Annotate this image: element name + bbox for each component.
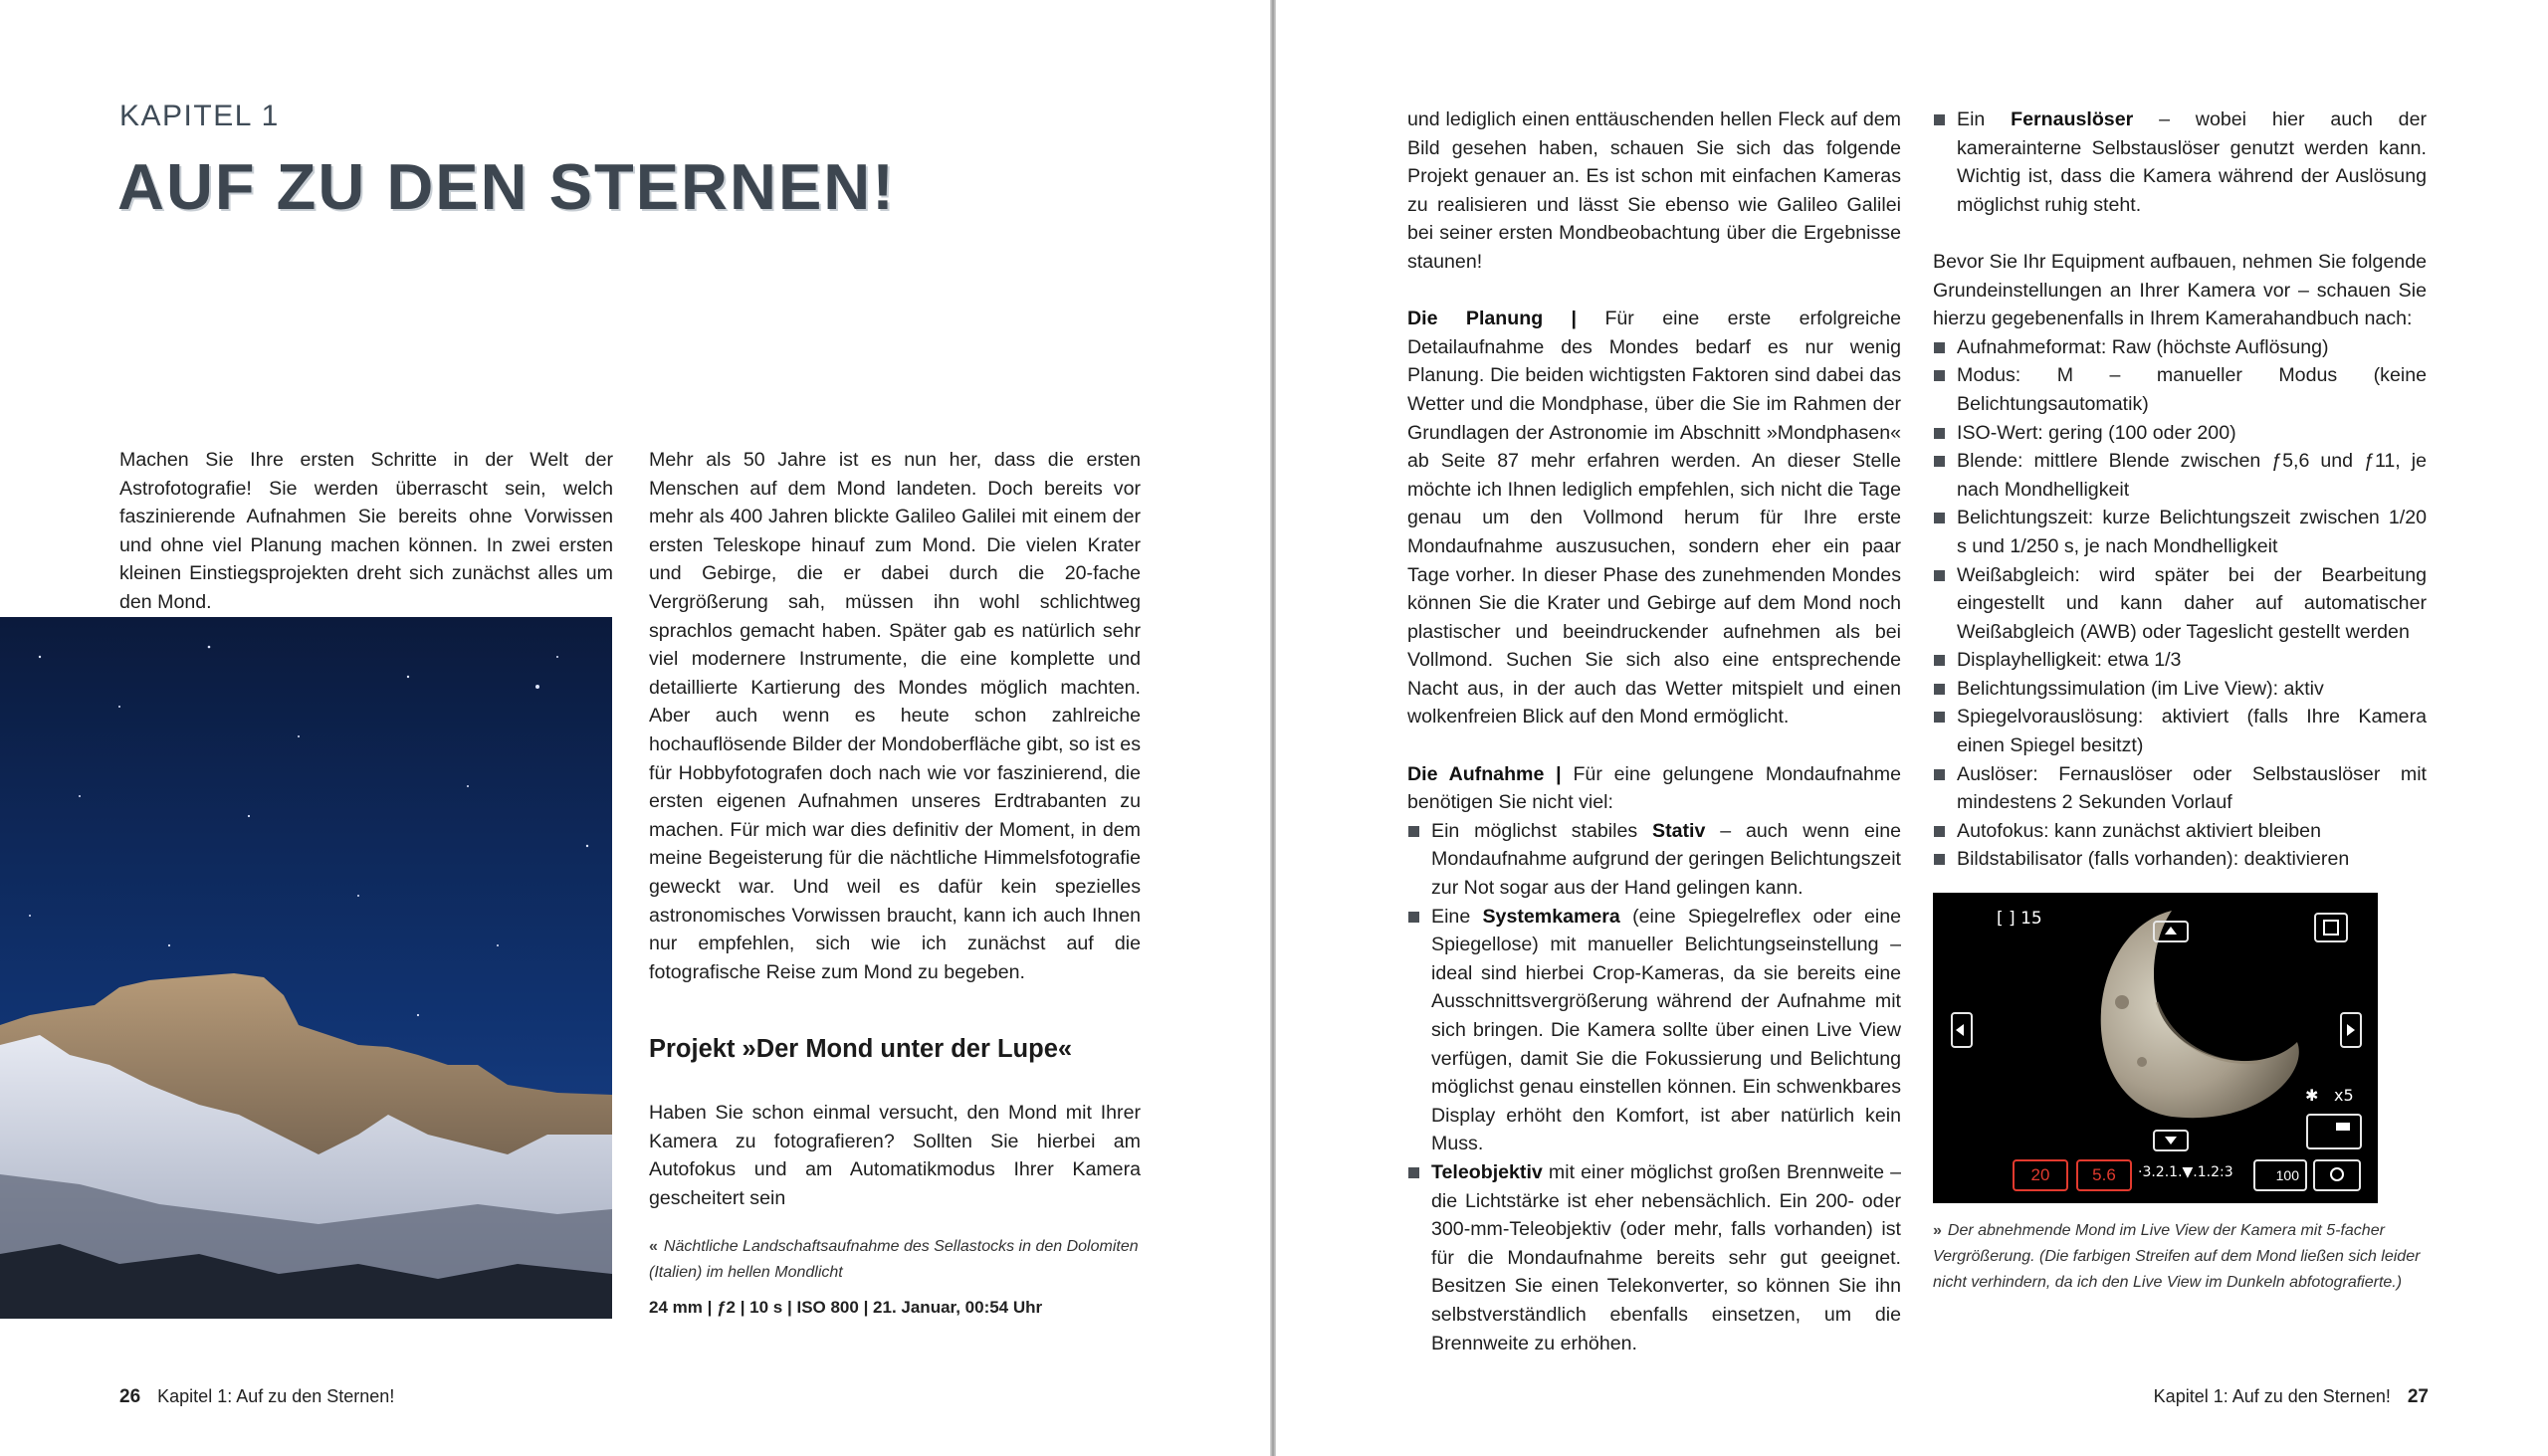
list-item: Belichtungszeit: kurze Belichtungszeit zwischen 1/20 s und 1/250 s, je nach Mondhelligkeit <box>1933 504 2427 560</box>
af-frame-indicator: [ ] 15 <box>1997 909 2042 929</box>
continuation-paragraph: und lediglich einen enttäuschenden hellen Fleck auf dem Bild gesehen haben, schauen Sie sich das folgende Projekt genauer an. Es ist schon mit einfachen Kameras zu realisieren und lässt Sie ebenso wie Galileo Galilei bei seiner ersten Mondbeobachtung über die Ergebnisse staunen! <box>1407 108 1901 273</box>
list-item: Bildstabilisator (falls vorhanden): deaktivieren <box>1933 845 2427 874</box>
arrow-down-icon <box>2153 1130 2189 1151</box>
equipment-list <box>1407 817 1901 1357</box>
list-item: Blende: mittlere Blende zwischen ƒ5,6 und ƒ11, je nach Mondhelligkeit <box>1933 447 2427 504</box>
running-title: Kapitel 1: Auf zu den Sternen! <box>2153 1386 2391 1406</box>
caption-text: Nächtliche Landschaftsaufnahme des Sellastocks in den Dolomiten (Italien) im hellen Mondlicht <box>649 1238 1139 1281</box>
caption-marker: » <box>1933 1222 1942 1239</box>
body-paragraph: Mehr als 50 Jahre ist es nun her, dass die ersten Menschen auf dem Mond landeten. Doch bereits vor mehr als 400 Jahren blickte Galileo Galilei mit einem der ersten Teleskope hinauf zum Mond. Die vielen Krater und Gebirge, die er dabei durch die 20-fache Vergrößerung sah, müssen ihn wohl schlichtweg sprachlos gemacht haben. Später gab es natürlich sehr viel modernere Instrumente, die eine komplette und detaillierte Kartierung des Mondes möglich machten. Aber auch wenn es heute schon zahlreiche hochauflösende Bilder der Mondoberfläche gibt, so ist es für Hobbyfotografen doch nach wie vor faszinierend, die ersten eigenen Aufnahmen unseres Erdtrabanten zu machen. Für mich war dies definitiv der Moment, in dem meine Begeisterung für die nächtliche Himmelsfotografie geweckt war. Und weil es dafür kein spezielles astronomisches Vorwissen braucht, kann ich auch Ihnen nur empfehlen, sich wie ich zunächst auf die fotografische Reise zum Mond zu begeben. <box>649 449 1141 983</box>
intro-paragraph: Machen Sie Ihre ersten Schritte in der Welt der Astrofotografie! Sie werden überrascht sein, welch faszinierende Aufnahmen Sie bereits ohne Vorwissen und ohne viel Planung machen können. In zwei ersten kleinen Einstiegsprojekten dreht sich zunächst alles um den Mond. <box>119 449 613 613</box>
photo-exif: 24 mm | ƒ2 | 10 s | ISO 800 | 21. Januar, 00:54 Uhr <box>649 1298 1043 1317</box>
list-item: Aufnahmeformat: Raw (höchste Auflösung) <box>1933 333 2427 362</box>
page-number: 27 <box>2407 1386 2429 1407</box>
list-item: Spiegelvorauslösung: aktiviert (falls Ihre Kamera einen Spiegel besitzt) <box>1933 703 2427 759</box>
mountain-photo <box>0 617 612 1319</box>
zoom-frame-icon <box>2306 1114 2362 1149</box>
project-heading: Projekt »Der Mond unter der Lupe« <box>649 1035 1073 1063</box>
left-page <box>0 0 1270 1456</box>
list-item: Ein Fernauslöser – wobei hier auch der kamerainterne Selbstauslöser genutzt werden kann. Wichtig ist, dass die Kamera während der Auslösung möglichst ruhig steht. <box>1933 105 2427 219</box>
list-item: Teleobjektiv mit einer möglichst großen Brennweite – die Lichtstärke ist eher nebensächlich. Ein 200- oder 300-mm-Teleobjektiv (oder mehr, falls vorhanden) ist für die Mondaufnahme bereits sehr gut geeignet. Besitzen Sie einen Telekonverter, so können Sie ihn selbstverständlich ebenfalls einsetzen, um die Brennweite zu erhöhen. <box>1407 1158 1901 1357</box>
magnify-icon <box>2314 913 2348 942</box>
exposure-scale: ·3.2.1.▼.1.2:3 <box>2138 1164 2233 1180</box>
right-col-1 <box>1407 105 1901 1357</box>
caption-text: Der abnehmende Mond im Live View der Kamera mit 5-facher Vergrößerung. (Die farbigen Streifen auf dem Mond ließen sich leider nicht verhindern, da ich den Live View im Dunkeln abfotografierte.) <box>1933 1222 2421 1291</box>
shutter-speed-display: 20 <box>2013 1159 2068 1191</box>
page-number: 26 <box>119 1386 141 1407</box>
camera-photo-caption <box>1933 1218 2427 1296</box>
iso-display: 100 <box>2253 1159 2307 1191</box>
list-item: Autofokus: kann zunächst aktiviert bleiben <box>1933 817 2427 846</box>
settings-intro: Bevor Sie Ihr Equipment aufbauen, nehmen Sie folgende Grundeinstellungen an Ihrer Kamera vor – schauen Sie hierzu gegebenenfalls in Ihrem Kamerahandbuch nach: <box>1933 250 2427 330</box>
mountain-photo-caption <box>649 1234 1141 1286</box>
list-item: Auslöser: Fernauslöser oder Selbstauslöser mit mindestens 2 Sekunden Vorlauf <box>1933 760 2427 817</box>
planung-label: Die Planung | <box>1407 308 1578 330</box>
zoom-level: x5 <box>2334 1086 2354 1105</box>
aufnahme-label: Die Aufnahme | <box>1407 762 1562 785</box>
planung-text: Für eine erste erfolgreiche Detailaufnahme des Mondes bedarf es nur wenig Planung. Die beiden wichtigsten Faktoren sind dabei das Wetter und die Mondphase, über die Sie im Rahmen der Grundlagen der Astronomie im Abschnitt »Mondphasen« ab Seite 87 mehr erfahren werden. An dieser Stelle möchte ich Ihnen lediglich empfehlen, sich nicht die Tage genau um den Vollmond herum für Ihre erste Mondaufnahme auszusuchen, sondern eher ein paar Tage vorher. In dieser Phase des zunehmenden Mondes können Sie die Krater und Gebirge auf dem Mond noch plastischer und beeindruckender aufnehmen als bei Vollmond. Suchen Sie sich also eine entsprechende Nacht aus, in der auch das Wetter mitspielt und einen wolkenfreien Blick auf den Mond ermöglicht. <box>1407 308 1901 728</box>
chapter-title: AUF ZU DEN STERNEN! <box>117 150 896 223</box>
search-icon <box>2313 1159 2361 1191</box>
footer-right <box>2154 1386 2429 1408</box>
list-item: ISO-Wert: gering (100 oder 200) <box>1933 419 2427 448</box>
right-col-2 <box>1933 105 2427 874</box>
arrow-left-icon <box>1951 1012 1973 1048</box>
planung-paragraph <box>1407 305 1901 731</box>
list-item: Displayhelligkeit: etwa 1/3 <box>1933 646 2427 675</box>
aufnahme-text: Für eine gelungene Mondaufnahme benötigen Sie nicht viel: <box>1407 762 1901 814</box>
settings-list <box>1933 333 2427 874</box>
caption-marker: « <box>649 1238 658 1255</box>
aperture-display: 5.6 <box>2076 1159 2132 1191</box>
list-item: Weißabgleich: wird später bei der Bearbeitung eingestellt und kann daher auf automatischer Weißabgleich (AWB) oder Tageslicht gestellt werden <box>1933 561 2427 647</box>
aufnahme-paragraph <box>1407 760 1901 817</box>
star-icon: ✱ <box>2305 1086 2319 1105</box>
project-paragraph: Haben Sie schon einmal versucht, den Mond mit Ihrer Kamera zu fotografieren? Sollten Sie hierbei am Autofokus und am Automatikmodus Ihrer Kamera gescheitert sein <box>649 1102 1141 1209</box>
running-title: Kapitel 1: Auf zu den Sternen! <box>157 1386 395 1406</box>
equipment-list-continued <box>1933 105 2427 219</box>
chapter-kicker: KAPITEL 1 <box>119 100 280 132</box>
list-item: Eine Systemkamera (eine Spiegelreflex oder eine Spiegellose) mit manueller Belichtungseinstellung – ideal sind hierbei Crop-Kameras, da sie bereits eine Ausschnittsvergrößerung während der Aufnahme mit sich bringen. Die Kamera sollte über einen Live View verfügen, damit Sie die Fokussierung und Belichtung möglichst genau einstellen können. Ein schwenkbares Display erhöht den Komfort, ist aber natürlich kein Muss. <box>1407 903 1901 1158</box>
list-item: Ein möglichst stabiles Stativ – auch wenn eine Mondaufnahme aufgrund der geringen Belichtungszeit zur Not sogar aus der Hand gelingen kann. <box>1407 817 1901 903</box>
arrow-right-icon <box>2340 1012 2362 1048</box>
list-item: Modus: M – manueller Modus (keine Belichtungsautomatik) <box>1933 361 2427 418</box>
footer-left <box>119 1386 394 1408</box>
list-item: Belichtungssimulation (im Live View): aktiv <box>1933 675 2427 704</box>
arrow-up-icon <box>2153 921 2189 942</box>
camera-liveview-photo <box>1933 893 2378 1203</box>
right-page <box>1276 0 2548 1456</box>
